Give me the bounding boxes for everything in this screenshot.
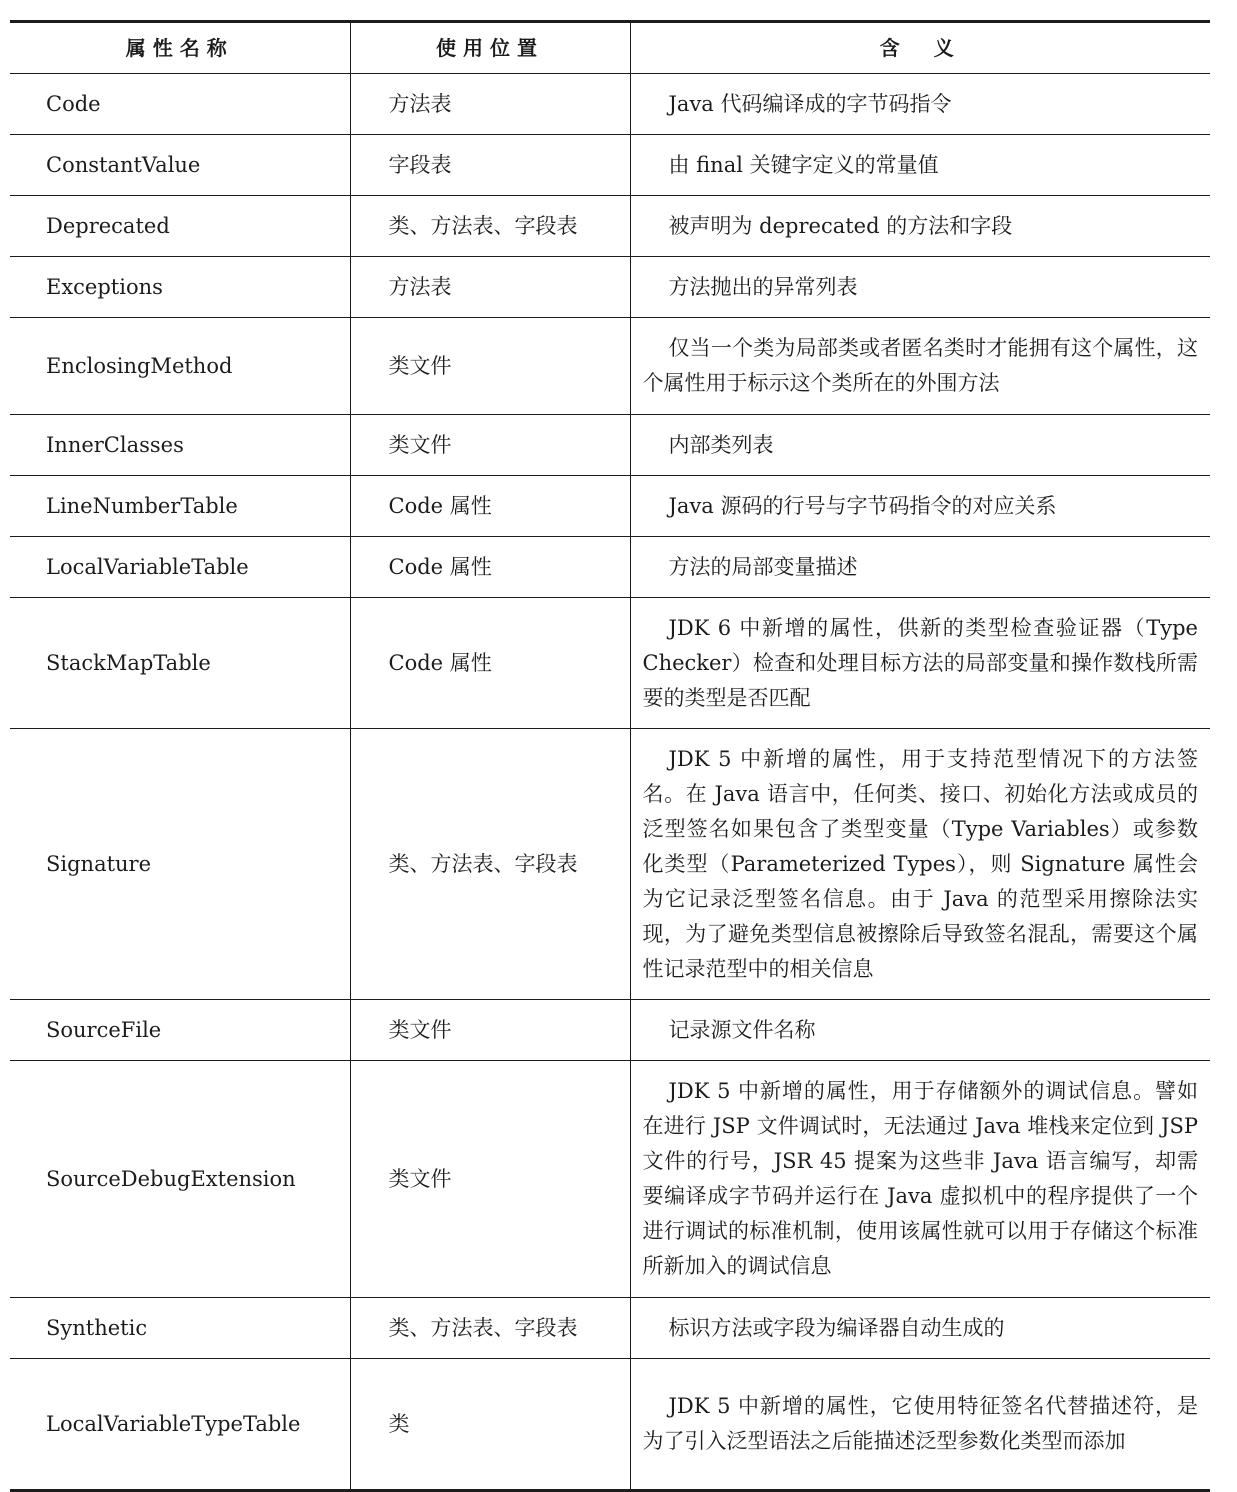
table-body [10,74,1210,1491]
header-attribute-name: 属性名称 [10,22,350,74]
usage-cell: 类文件 [350,1061,630,1298]
meaning-cell: JDK 6 中新增的属性，供新的类型检查验证器（Type Checker）检查和处理目标方法的局部变量和操作数栈所需要的类型是否匹配 [630,598,1210,729]
meaning-cell: Java 代码编译成的字节码指令 [630,74,1210,135]
table-row [10,415,1210,476]
attribute-name-cell: Synthetic [10,1298,350,1359]
usage-cell: 字段表 [350,135,630,196]
meaning-cell: 仅当一个类为局部类或者匿名类时才能拥有这个属性，这个属性用于标示这个类所在的外围方法 [630,318,1210,415]
usage-cell: Code 属性 [350,476,630,537]
attribute-table-container [10,20,1210,1492]
table-row [10,318,1210,415]
attribute-name-cell: LocalVariableTable [10,537,350,598]
meaning-cell: 方法抛出的异常列表 [630,257,1210,318]
attribute-name-cell: ConstantValue [10,135,350,196]
table-header [10,22,1210,74]
table-row [10,74,1210,135]
usage-cell: 类、方法表、字段表 [350,1298,630,1359]
usage-cell: 方法表 [350,257,630,318]
attribute-name-cell: LocalVariableTypeTable [10,1359,350,1491]
meaning-cell: Java 源码的行号与字节码指令的对应关系 [630,476,1210,537]
meaning-cell: JDK 5 中新增的属性，用于存储额外的调试信息。譬如在进行 JSP 文件调试时，无法通过 Java 堆栈来定位到 JSP 文件的行号，JSR 45 提案为这些非 Java 语言编写，却需要编译成字节码并运行在 Java 虚拟机中的程序提供了一个进行调试的标准机制，使用该属性就可以用于存储这个标准所新加入的调试信息 [630,1061,1210,1298]
table-row [10,537,1210,598]
table-row [10,729,1210,1000]
usage-cell: 类文件 [350,1000,630,1061]
usage-cell: Code 属性 [350,598,630,729]
table-row [10,476,1210,537]
table-row [10,1359,1210,1491]
table-row [10,1061,1210,1298]
usage-cell: 类 [350,1359,630,1491]
table-row [10,196,1210,257]
usage-cell: 类文件 [350,318,630,415]
attribute-name-cell: Signature [10,729,350,1000]
usage-cell: 方法表 [350,74,630,135]
attribute-name-cell: SourceFile [10,1000,350,1061]
header-row [10,22,1210,74]
attribute-name-cell: InnerClasses [10,415,350,476]
meaning-cell: 标识方法或字段为编译器自动生成的 [630,1298,1210,1359]
usage-cell: Code 属性 [350,537,630,598]
meaning-cell: 内部类列表 [630,415,1210,476]
meaning-cell: 由 final 关键字定义的常量值 [630,135,1210,196]
attribute-name-cell: StackMapTable [10,598,350,729]
meaning-cell: 方法的局部变量描述 [630,537,1210,598]
meaning-cell: JDK 5 中新增的属性，用于支持范型情况下的方法签名。在 Java 语言中，任何类、接口、初始化方法或成员的泛型签名如果包含了类型变量（Type Variables）或参数化类型（Parameterized Types），则 Signature 属性会为它记录泛型签名信息。由于 Java 的范型采用擦除法实现，为了避免类型信息被擦除后导致签名混乱，需要这个属性记录范型中的相关信息 [630,729,1210,1000]
meaning-cell: JDK 5 中新增的属性，它使用特征签名代替描述符，是为了引入泛型语法之后能描述泛型参数化类型而添加 [630,1359,1210,1491]
attribute-name-cell: Deprecated [10,196,350,257]
header-meaning: 含 义 [630,22,1210,74]
table-row [10,257,1210,318]
header-usage-location: 使用位置 [350,22,630,74]
meaning-cell: 被声明为 deprecated 的方法和字段 [630,196,1210,257]
attribute-name-cell: Exceptions [10,257,350,318]
attribute-name-cell: LineNumberTable [10,476,350,537]
table-row [10,1000,1210,1061]
meaning-cell: 记录源文件名称 [630,1000,1210,1061]
table-row [10,135,1210,196]
attribute-name-cell: Code [10,74,350,135]
usage-cell: 类、方法表、字段表 [350,729,630,1000]
usage-cell: 类文件 [350,415,630,476]
attribute-table [10,20,1210,1492]
attribute-name-cell: EnclosingMethod [10,318,350,415]
table-row [10,598,1210,729]
attribute-name-cell: SourceDebugExtension [10,1061,350,1298]
table-row [10,1298,1210,1359]
usage-cell: 类、方法表、字段表 [350,196,630,257]
